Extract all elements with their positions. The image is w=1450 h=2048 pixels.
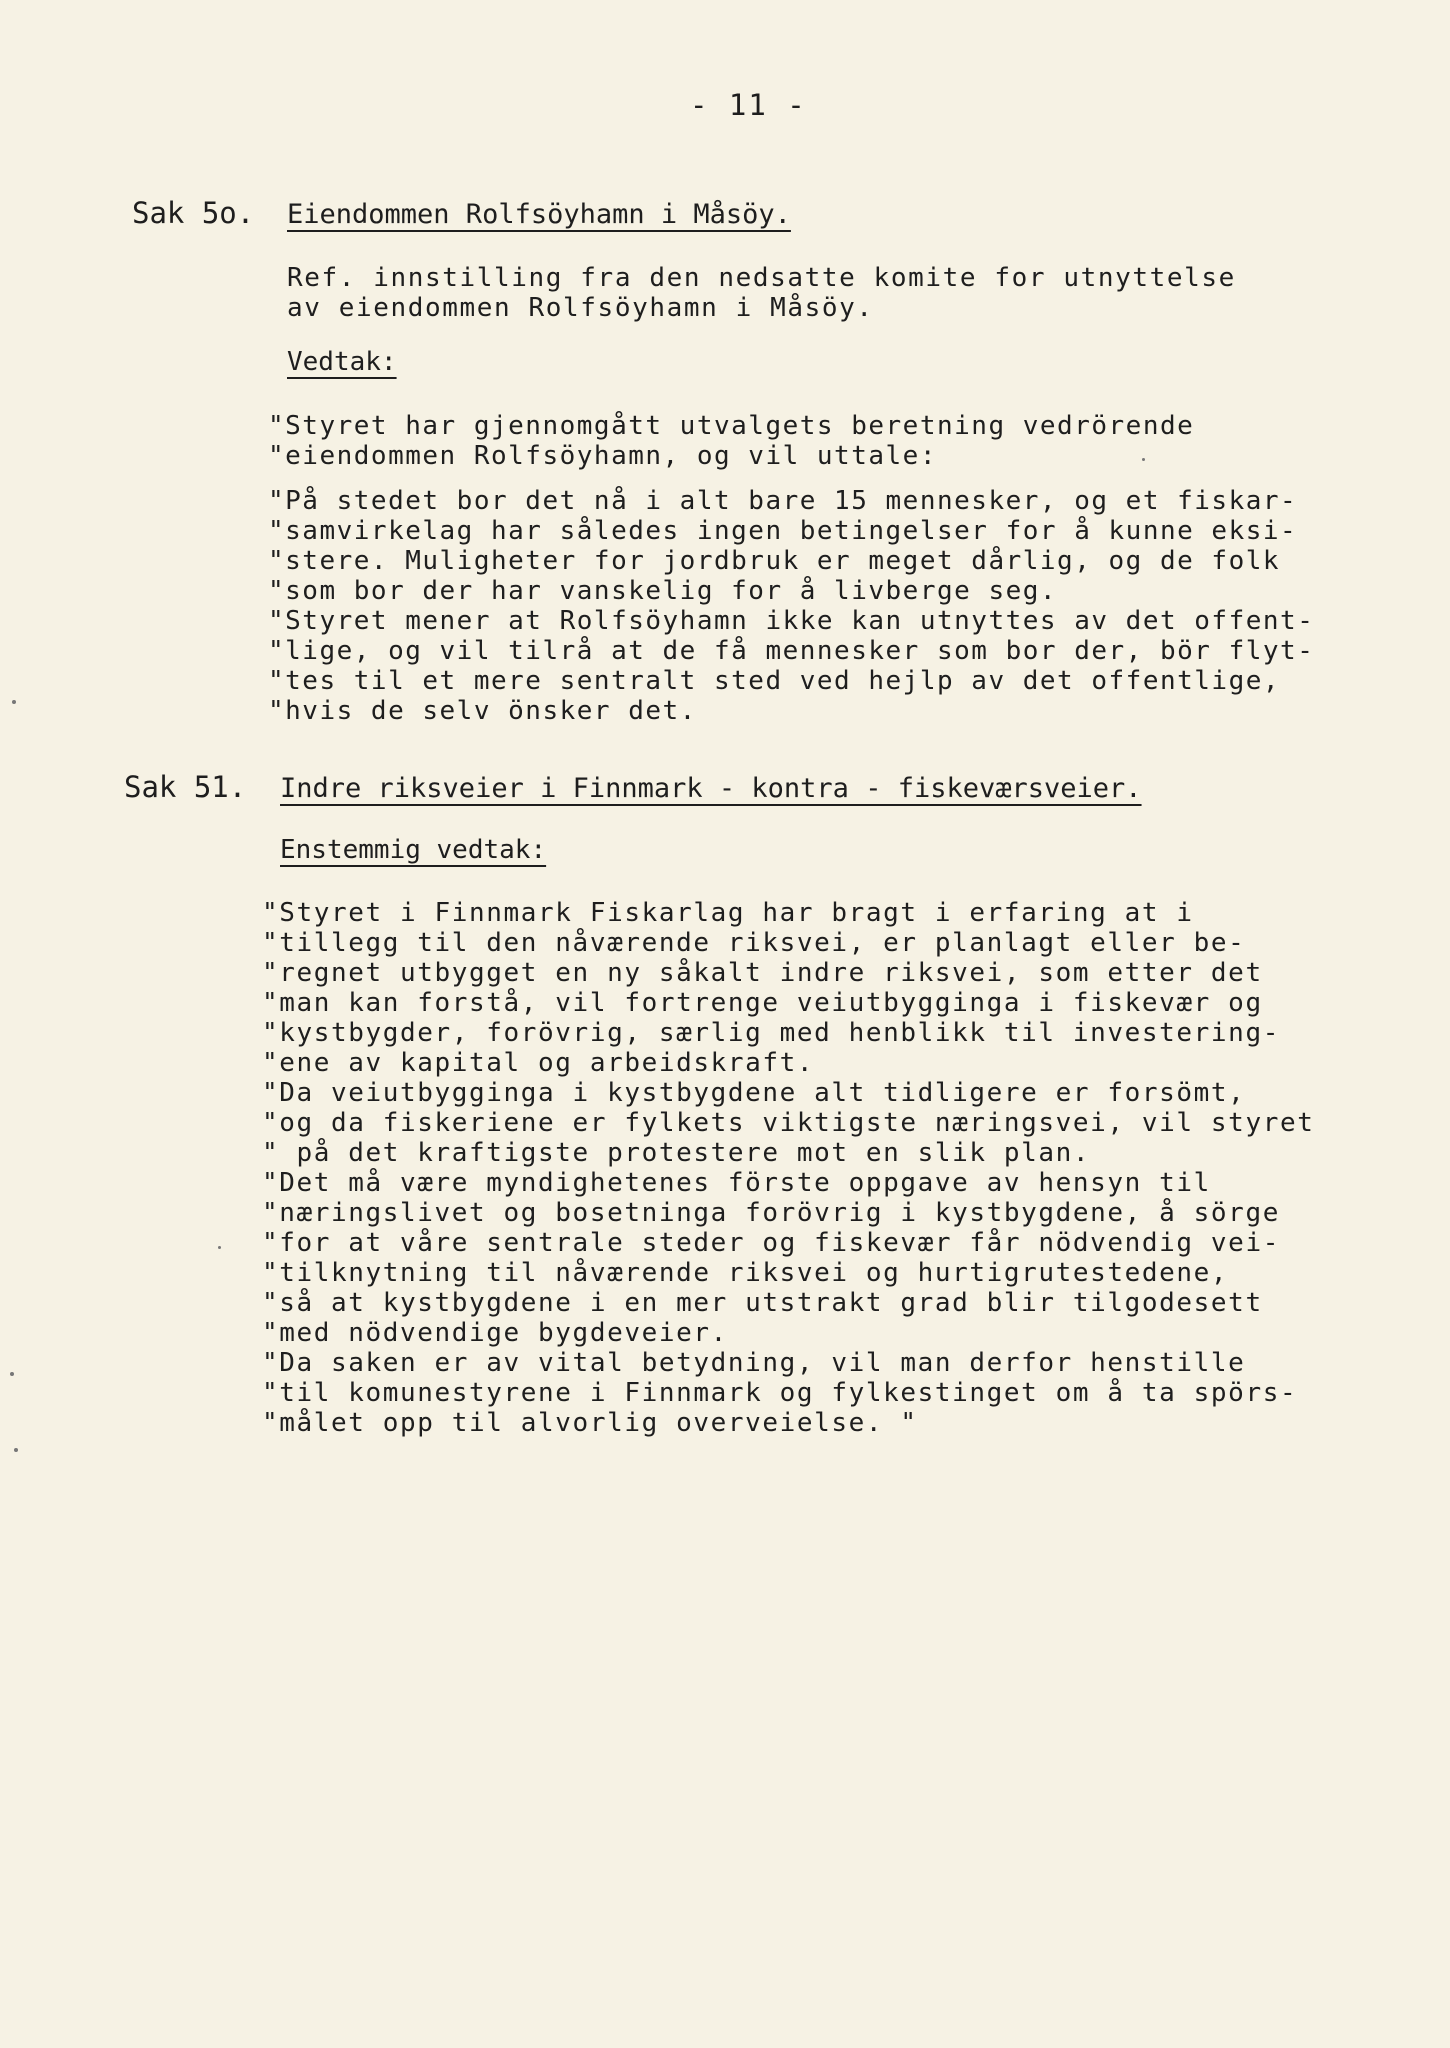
statement-line: "målet opp til alvorlig overveielse. " bbox=[262, 1408, 918, 1438]
statement-line: "samvirkelag har således ingen betingelser for å kunne eksi- bbox=[268, 516, 1298, 546]
sak-50-title: Eiendommen Rolfsöyhamn i Måsöy. bbox=[287, 199, 791, 230]
statement-line: "Det må være myndighetenes förste oppgave av hensyn til bbox=[262, 1168, 1211, 1198]
statement-line: "så at kystbygdene i en mer utstrakt grad blir tilgodesett bbox=[262, 1288, 1263, 1318]
statement-line: "kystbygder, forövrig, særlig med henblikk til investering- bbox=[262, 1018, 1280, 1048]
sak-51-statement bbox=[262, 898, 1314, 1438]
statement-line: "eiendommen Rolfsöyhamn, og vil uttale: bbox=[268, 441, 937, 471]
statement-line: "tes til et mere sentralt sted ved hejlp av det offentlige, bbox=[268, 666, 1281, 696]
sak-50-label: Sak 5o. bbox=[132, 196, 255, 230]
statement-line: "som bor der har vanskelig for å livberge seg. bbox=[268, 576, 1058, 606]
statement-line: "lige, og vil tilrå at de få mennesker som bor der, bör flyt- bbox=[268, 636, 1315, 666]
sak-51-title: Indre riksveier i Finnmark - kontra - fiskeværsveier. bbox=[280, 773, 1142, 804]
reference-line: av eiendommen Rolfsöyhamn i Måsöy. bbox=[287, 293, 874, 323]
statement-line: "næringslivet og bosetninga forövrig i kystbygdene, å sörge bbox=[262, 1198, 1280, 1228]
reference-line: Ref. innstilling fra den nedsatte komite for utnyttelse bbox=[287, 263, 1236, 293]
statement-line: "Styret mener at Rolfsöyhamn ikke kan utnyttes av det offent- bbox=[268, 606, 1315, 636]
statement-line: "tillegg til den nåværende riksvei, er planlagt eller be- bbox=[262, 928, 1246, 958]
paper-speck bbox=[12, 700, 16, 704]
statement-line: " på det kraftigste protestere mot en slik plan. bbox=[262, 1138, 1091, 1168]
paper-speck bbox=[218, 1246, 221, 1249]
statement-line: "hvis de selv önsker det. bbox=[268, 696, 697, 726]
paper-speck bbox=[10, 1372, 14, 1376]
sak-50-reference bbox=[287, 263, 1236, 323]
statement-line: "ene av kapital og arbeidskraft. bbox=[262, 1048, 815, 1078]
statement-line: "til komunestyrene i Finnmark og fylkestinget om å ta spörs- bbox=[262, 1378, 1298, 1408]
statement-line: "Styret i Finnmark Fiskarlag har bragt i erfaring at i bbox=[262, 898, 1194, 928]
sak-51-vedtak-heading: Enstemmig vedtak: bbox=[280, 835, 547, 865]
statement-line: "På stedet bor det nå i alt bare 15 mennesker, og et fiskar- bbox=[268, 486, 1298, 516]
statement-line: "Da saken er av vital betydning, vil man derfor henstille bbox=[262, 1348, 1246, 1378]
sak-51-label: Sak 51. bbox=[124, 770, 247, 804]
statement-line: "Da veiutbygginga i kystbygdene alt tidligere er forsömt, bbox=[262, 1078, 1246, 1108]
sak-50-statement-body bbox=[268, 486, 1314, 726]
sak-50-statement-intro bbox=[268, 411, 1194, 471]
statement-line: "og da fiskeriene er fylkets viktigste næringsvei, vil styret bbox=[262, 1108, 1315, 1138]
statement-line: "man kan forstå, vil fortrenge veiutbygginga i fiskevær og bbox=[262, 988, 1263, 1018]
paper-speck bbox=[1142, 458, 1145, 461]
statement-line: "regnet utbygget en ny såkalt indre riksvei, som etter det bbox=[262, 958, 1263, 988]
statement-line: "stere. Muligheter for jordbruk er meget dårlig, og de folk bbox=[268, 546, 1281, 576]
paper-speck bbox=[14, 1448, 18, 1452]
statement-line: "for at våre sentrale steder og fiskevær får nödvendig vei- bbox=[262, 1228, 1280, 1258]
statement-line: "Styret har gjennomgått utvalgets beretning vedrörende bbox=[268, 411, 1195, 441]
statement-line: "tilknytning til nåværende riksvei og hurtigrutestedene, bbox=[262, 1258, 1229, 1288]
page-number: - 11 - bbox=[690, 88, 807, 122]
statement-line: "med nödvendige bygdeveier. bbox=[262, 1318, 728, 1348]
sak-50-vedtak-heading: Vedtak: bbox=[287, 347, 397, 377]
